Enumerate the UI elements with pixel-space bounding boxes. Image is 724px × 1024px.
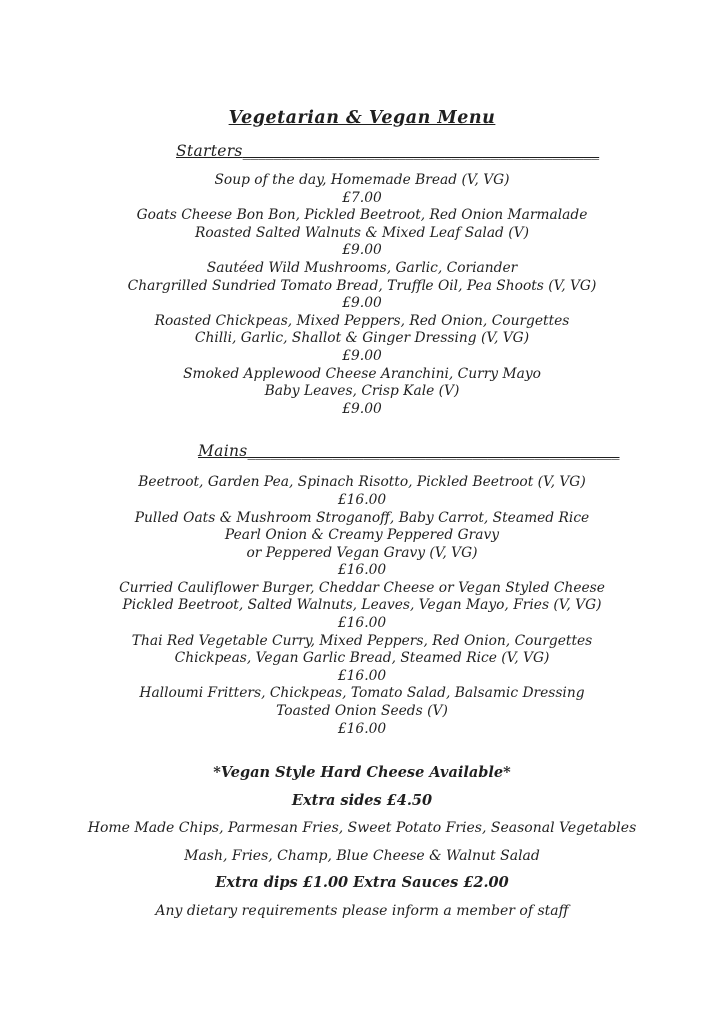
item-line: Smoked Applewood Cheese Aranchini, Curry Mayo [183, 365, 541, 382]
item-line: Chilli, Garlic, Shallot & Ginger Dressing (V, VG) [194, 330, 530, 347]
extra-dips-note: Extra dips £1.00 Extra Sauces £2.00 [215, 874, 509, 892]
section-starters [0, 142, 724, 418]
footer-notes [0, 764, 724, 920]
menu-item [0, 260, 724, 313]
menu-item [0, 510, 724, 580]
item-price: £9.00 [342, 400, 382, 417]
menu-item [0, 313, 724, 366]
heading-rule: ______________________________________________ [242, 142, 600, 160]
menu-item [0, 633, 724, 686]
dietary-note: Any dietary requirements please inform a member of staff [155, 902, 569, 919]
item-line: Pickled Beetroot, Salted Walnuts, Leaves, Vegan Mayo, Fries (V, VG) [122, 597, 602, 614]
item-price: £16.00 [337, 615, 387, 632]
item-price: £9.00 [342, 347, 382, 364]
item-line: Toasted Onion Seeds (V) [276, 703, 448, 720]
item-price: £7.00 [342, 189, 382, 206]
item-line: Chickpeas, Vegan Garlic Bread, Steamed Rice (V, VG) [174, 650, 550, 667]
item-line: Thai Red Vegetable Curry, Mixed Peppers, Red Onion, Courgettes [131, 632, 593, 649]
menu-item [0, 580, 724, 633]
item-line: Goats Cheese Bon Bon, Pickled Beetroot, Red Onion Marmalade [136, 207, 588, 224]
item-price: £9.00 [342, 295, 382, 312]
page-title: Vegetarian & Vegan Menu [228, 108, 496, 128]
section-heading-starters [176, 142, 724, 160]
item-line: Soup of the day, Homemade Bread (V, VG) [214, 172, 510, 188]
item-line: Roasted Chickpeas, Mixed Peppers, Red Onion, Courgettes [154, 312, 570, 329]
item-line: Halloumi Fritters, Chickpeas, Tomato Salad, Balsamic Dressing [139, 685, 585, 702]
sides-list-line1: Home Made Chips, Parmesan Fries, Sweet Potato Fries, Seasonal Vegetables [87, 820, 637, 837]
item-price: £9.00 [342, 242, 382, 259]
item-line: Pearl Onion & Creamy Peppered Gravy [224, 527, 500, 544]
item-line: Baby Leaves, Crisp Kale (V) [264, 383, 460, 400]
extra-sides-note: Extra sides £4.50 [291, 791, 433, 809]
item-line: Pulled Oats & Mushroom Stroganoff, Baby Carrot, Steamed Rice [134, 509, 590, 526]
item-line: Sautéed Wild Mushrooms, Garlic, Coriander [206, 259, 518, 276]
item-line: Beetroot, Garden Pea, Spinach Risotto, Pickled Beetroot (V, VG) [138, 474, 586, 491]
sides-list-line2: Mash, Fries, Champ, Blue Cheese & Walnut Salad [184, 847, 540, 864]
heading-rule: ________________________________________________ [247, 442, 620, 461]
section-heading-mains [198, 442, 724, 460]
menu-item [0, 172, 724, 207]
item-line: Curried Cauliflower Burger, Cheddar Cheese or Vegan Styled Cheese [119, 579, 605, 596]
item-price: £16.00 [337, 720, 387, 737]
item-line: or Peppered Vegan Gravy (V, VG) [246, 544, 478, 561]
item-line: Roasted Salted Walnuts & Mixed Leaf Salad (V) [194, 224, 530, 241]
menu-item [0, 207, 724, 260]
menu-item [0, 685, 724, 738]
section-heading-label: Starters [176, 142, 243, 160]
section-heading-label: Mains [198, 442, 248, 461]
item-price: £16.00 [337, 491, 387, 508]
item-price: £16.00 [337, 667, 387, 684]
section-mains [0, 442, 724, 738]
menu-item [0, 366, 724, 419]
item-line: Chargrilled Sundried Tomato Bread, Truffle Oil, Pea Shoots (V, VG) [127, 277, 597, 294]
item-price: £16.00 [337, 562, 387, 579]
menu-item [0, 474, 724, 509]
vegan-cheese-note: *Vegan Style Hard Cheese Available* [213, 764, 511, 782]
